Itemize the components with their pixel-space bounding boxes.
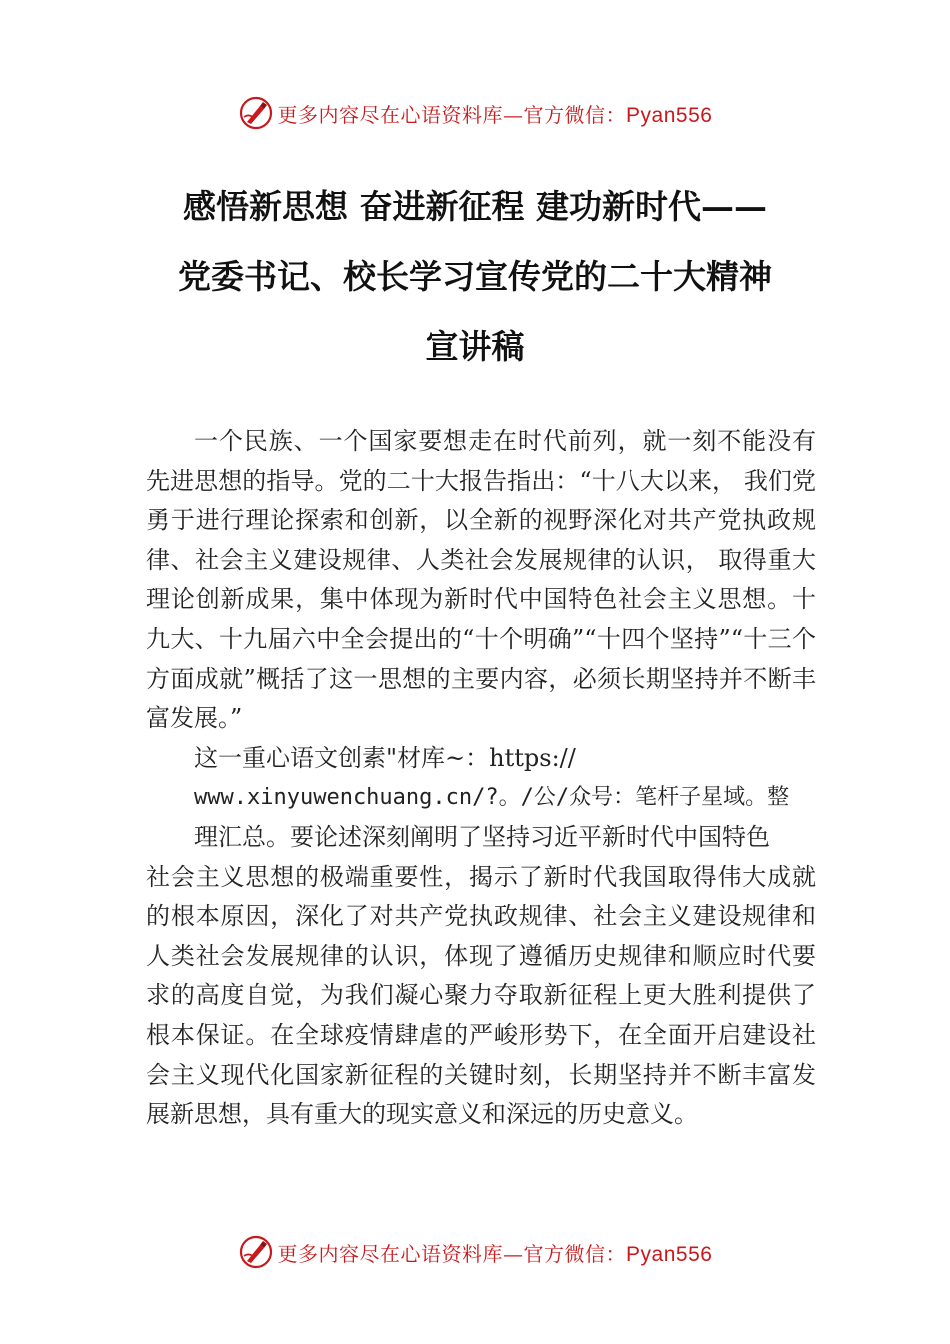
paragraph-2-first-line: 理汇总。要论述深刻阐明了坚持习近平新时代中国特色 <box>194 822 770 851</box>
title-line-3: 宣讲稿 <box>425 327 525 366</box>
source-note <box>146 739 816 818</box>
paragraph-2-rest: 社会主义思想的极端重要性，揭示了新时代我国取得伟大成就的根本原因，深化了对共产党执政规律、社会主义建设规律和人类社会发展规律的认识，体现了遵循历史规律和顺应时代要求的高度自觉，为我们凝心聚力夺取新征程上更大胜利提供了根本保证。在全球疫情肆虐的严峻形势下，在全面开启建设社会主义现代化国家新征程的关键时刻，长期坚持并不断丰富发展新思想，具有重大的现实意义和深远的历史意义。 <box>146 862 816 1129</box>
title-line-2: 党委书记、校长学习宣传党的二十大精神 <box>178 257 772 296</box>
banner-text: 更多内容尽在心语资料库—官方微信：Pyan556 <box>277 1241 713 1266</box>
paragraph-2 <box>146 818 816 1135</box>
paragraph-1: 一个民族、一个国家要想走在时代前列，就一刻不能没有先进思想的指导。党的二十大报告指出：“十八大以来， 我们党勇于进行理论探索和创新，以全新的视野深化对共产党执政规律、社会主义建设规律、人类社会发展规律的认识， 取得重大理论创新成果，集中体现为新时代中国特色社会主义思想。十九大、十九届六中全会提出的“十个明确”“十四个坚持”“十三个方面成就”概括了这一思想的主要内容，必须长期坚持并不断丰富发展。” <box>146 427 816 733</box>
source-note-line-1: 这一重心语文创素"材库~：https:// <box>194 743 576 772</box>
banner-text: 更多内容尽在心语资料库—官方微信：Pyan556 <box>277 102 713 127</box>
title-line-1: 感悟新思想 奋进新征程 建功新时代—— <box>183 187 767 226</box>
header-banner <box>0 93 950 133</box>
document-title <box>0 172 950 382</box>
pen-logo-icon <box>238 1234 274 1270</box>
footer-banner <box>0 1232 950 1272</box>
source-note-line-2: www.xinyuwenchuang.cn/?。/公/众号：笔杆子星域。整 <box>194 785 790 811</box>
pen-logo-icon <box>238 95 274 131</box>
document-body <box>146 422 816 1135</box>
